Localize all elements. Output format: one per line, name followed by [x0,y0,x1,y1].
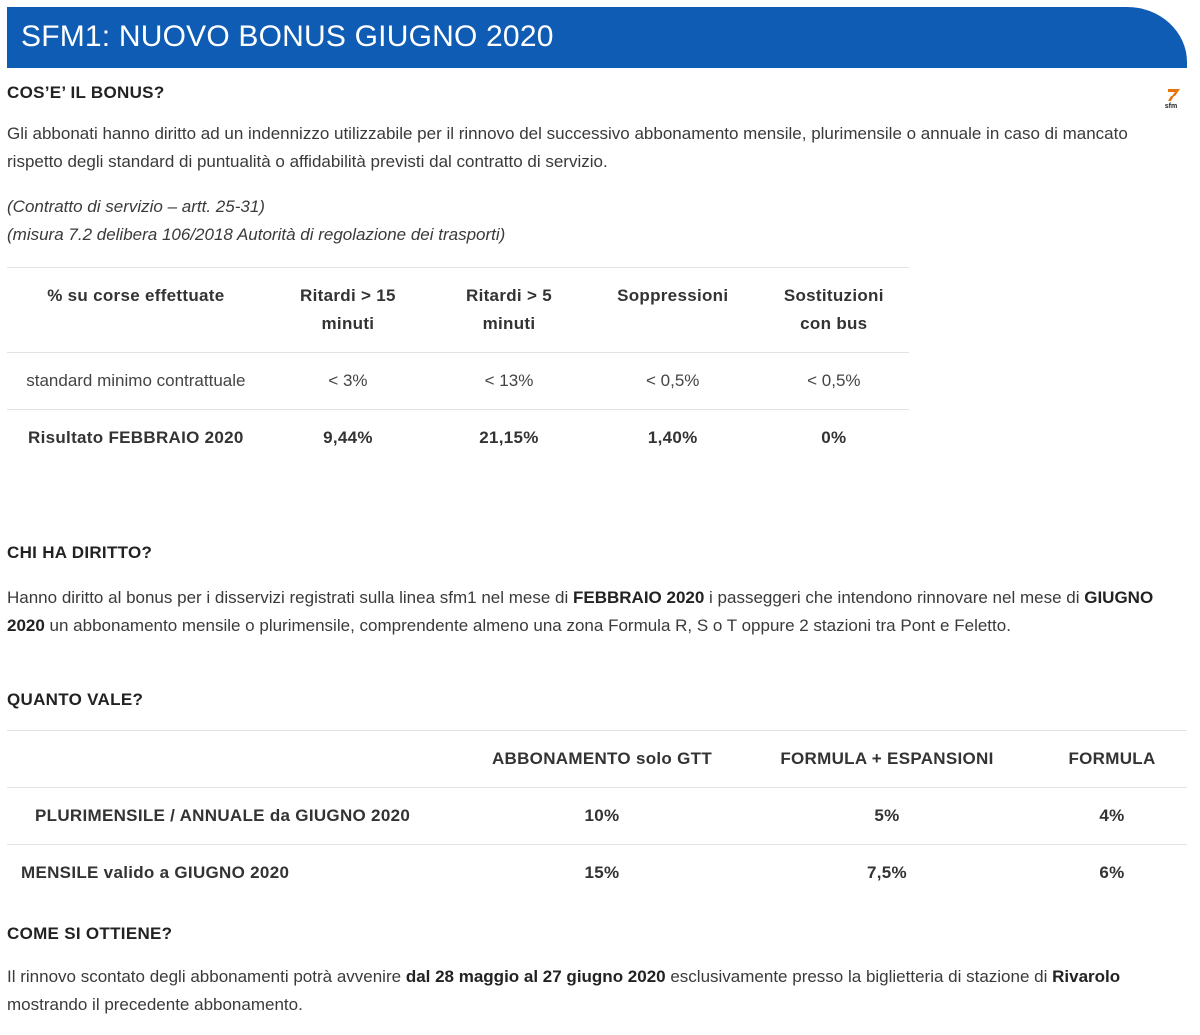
discount-header-cell [7,731,467,788]
bonus-description: Gli abbonati hanno diritto ad un indennizzo utilizzabile per il rinnovo del successivo abbonamento mensile, plurimensile o annuale in caso di mancato rispetto degli standard di puntualità o affidabilità previsti dal contratto di servizio. [7,124,1128,171]
eligibility-description [7,584,1187,640]
discount-cell: 10% [467,788,737,845]
standards-cell: < 0,5% [759,353,909,410]
section-title-value: QUANTO VALE? [7,690,144,709]
eligibility-text: i passeggeri che intendono rinnovare nel mese di [704,588,1085,607]
section-title-how: COME SI OTTIENE? [7,924,173,943]
standards-cell: < 13% [431,353,587,410]
standards-header-cell: Sostituzioni con bus [759,268,909,353]
how-dates-bold: dal 28 maggio al 27 giugno 2020 [405,967,666,986]
standards-row-result [7,410,909,467]
standards-row-minimum [7,353,909,410]
standards-header-cell: Ritardi > 15 minuti [265,268,431,353]
standards-header-cell: Soppressioni [587,268,759,353]
standards-cell: 1,40% [587,410,759,467]
standards-header-cell: Ritardi > 5 minuti [431,268,587,353]
discount-cell: 4% [1037,788,1187,845]
discount-header-cell: FORMULA [1037,731,1187,788]
how-station-bold: Rivarolo [1052,967,1121,986]
section-title-bonus: COS’E’ IL BONUS? [7,83,165,102]
standards-cell: 0% [759,410,909,467]
page-header [7,7,1187,68]
discount-row-label: PLURIMENSILE / ANNUALE da GIUGNO 2020 [7,788,467,845]
sfm-logo-icon [1160,87,1182,109]
discount-header-row [7,731,1187,788]
discount-cell: 5% [737,788,1037,845]
standards-cell: standard minimo contrattuale [7,353,265,410]
how-text: mostrando il precedente abbonamento. [7,995,303,1014]
sfm-logo-text: sfm [1164,103,1178,109]
eligibility-text: Hanno diritto al bonus per i disservizi registrati sulla linea sfm1 nel mese di [7,588,573,607]
section-title-eligibility: CHI HA DIRITTO? [7,543,153,562]
discount-cell: 15% [467,845,737,902]
discount-row-label: MENSILE valido a GIUGNO 2020 [7,845,467,902]
how-text: esclusivamente presso la biglietteria di stazione di [665,967,1053,986]
page-title: SFM1: NUOVO BONUS GIUGNO 2020 [21,20,554,53]
discount-header-cell: FORMULA + ESPANSIONI [737,731,1037,788]
discount-row-plurimensile [7,788,1187,845]
discount-cell: 7,5% [737,845,1037,902]
standards-cell: < 3% [265,353,431,410]
standards-cell: 21,15% [431,410,587,467]
discount-cell: 6% [1037,845,1187,902]
discount-table [7,730,1187,901]
eligibility-renewal-month-bold: GIUGNO 2020 [7,588,1154,635]
standards-header-row [7,268,909,353]
discount-header-cell: ABBONAMENTO solo GTT [467,731,737,788]
standards-table [7,267,909,466]
eligibility-month-bold: FEBBRAIO 2020 [572,588,705,607]
bonus-note-contract: (Contratto di servizio – artt. 25-31) [7,197,265,216]
how-text: Il rinnovo scontato degli abbonamenti potrà avvenire [7,967,406,986]
bonus-note-delibera: (misura 7.2 delibera 106/2018 Autorità di regolazione dei trasporti) [7,225,506,244]
how-description [7,963,1187,1019]
standards-cell: < 0,5% [587,353,759,410]
discount-row-mensile [7,845,1187,902]
standards-header-cell: % su corse effettuate [7,268,265,353]
standards-cell: 9,44% [265,410,431,467]
eligibility-text: un abbonamento mensile o plurimensile, comprendente almeno una zona Formula R, S o T oppure 2 stazioni tra Pont e Feletto. [44,616,1011,635]
standards-cell: Risultato FEBBRAIO 2020 [7,410,265,467]
